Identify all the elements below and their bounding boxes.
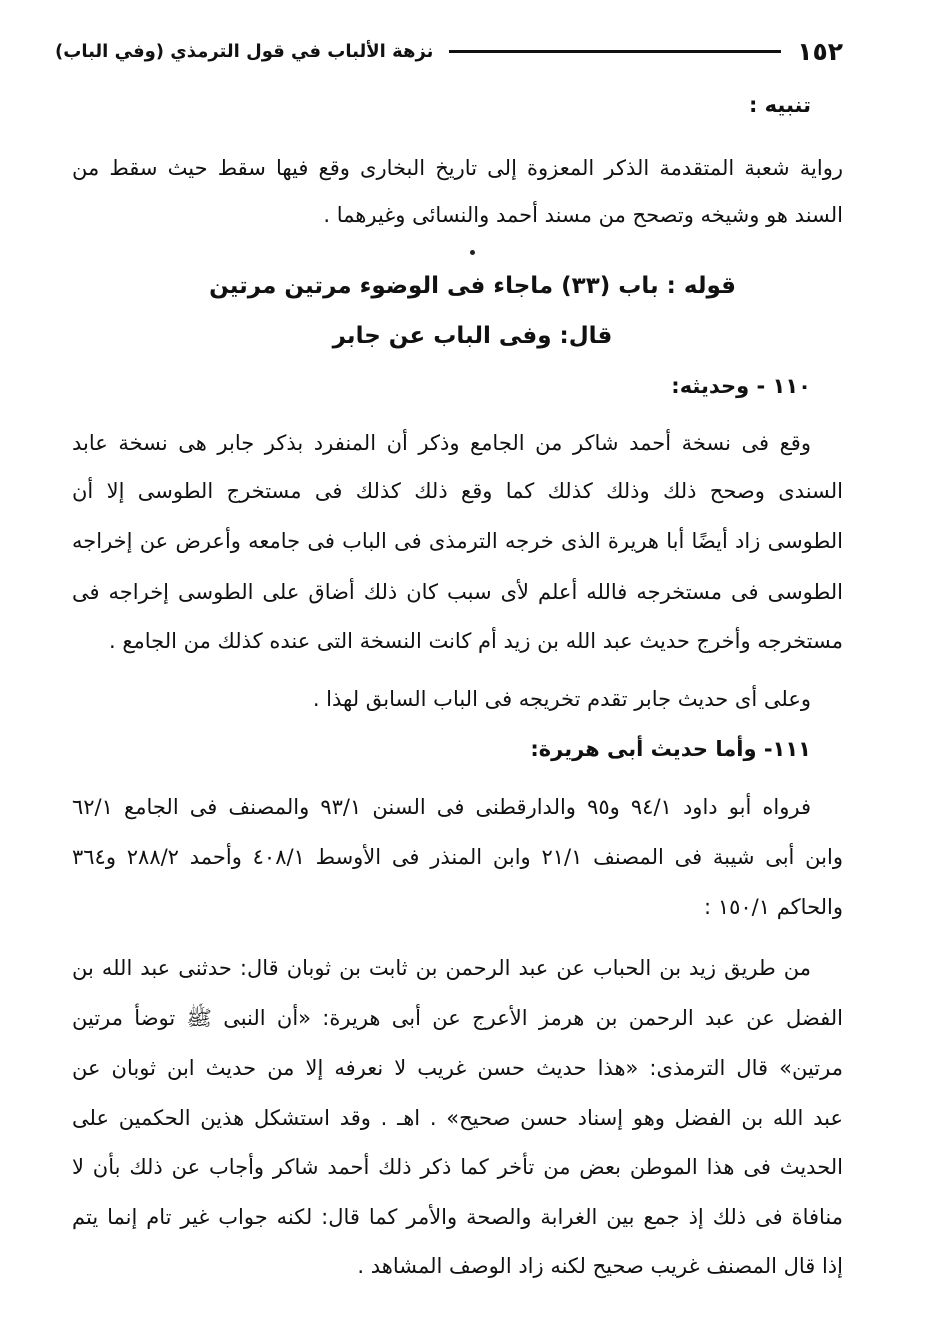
chapter-title: قوله : باب (٣٣) ماجاء فى الوضوء مرتين مرتين: [209, 273, 736, 299]
citation-line: وابن أبى شيبة فى المصنف ٢١/١ وابن المنذر فى الأوسط ٤٠٨/١ وأحمد ٢٨٨/٢ و٣٦٤: [72, 845, 843, 869]
running-header-title: نزهة الألباب في قول الترمذي (وفي الباب): [55, 40, 434, 62]
citation-line: فرواه أبو داود ٩٤/١ و٩٥ والدارقطنى فى السنن ٩٣/١ والمصنف فى الجامع ٦٢/١: [72, 795, 811, 819]
paragraph-line: وقع فى نسخة أحمد شاكر من الجامع وذكر أن المنفرد بذكر جابر هى نسخة عابد: [72, 431, 811, 455]
note-line: السند هو وشيخه وتصحح من مسند أحمد والنسائى وغيرهما .: [323, 203, 843, 227]
header-rule: [449, 50, 781, 53]
section-111-label: ١١١- وأما حديث أبى هريرة:: [530, 737, 811, 761]
citation-line: والحاكم ١٥٠/١ :: [704, 895, 843, 919]
paragraph-line: إذا قال المصنف غريب صحيح لكنه زاد الوصف المشاهد .: [357, 1254, 843, 1278]
running-header: [55, 34, 843, 68]
paragraph-line: الفضل عن عبد الرحمن بن هرمز الأعرج عن أبى هريرة: «أن النبى ﷺ توضأ مرتين: [72, 1006, 843, 1030]
note-line: رواية شعبة المتقدمة الذكر المعزوة إلى تاريخ البخارى وقع فيها سقط حيث سقط من: [72, 156, 843, 180]
chapter-subtitle: قال: وفى الباب عن جابر: [332, 323, 613, 349]
note-label: تنبيه :: [748, 93, 811, 117]
paragraph-line: الطوسى زاد أيضًا أبا هريرة الذى خرجه الترمذى فى الباب فى جامعه وأعرض عن إخراجه: [72, 529, 843, 553]
paragraph-line: الطوسى فى مستخرجه فالله أعلم لأى سبب كان ذلك أضاق على الطوسى إخراجه فى: [72, 580, 843, 604]
paragraph-line: الحديث فى هذا الموطن بعض من تأخر كما ذكر ذلك أحمد شاكر وأجاب عن ذلك بأن لا: [72, 1155, 843, 1179]
paragraph-line: من طريق زيد بن الحباب عن عبد الرحمن بن ثابت بن ثوبان قال: حدثنى عبد الله بن: [72, 956, 811, 980]
paragraph-line: السندى وصحح ذلك وذلك كذلك كما وقع ذلك كذلك فى مستخرج الطوسى إلا أن: [72, 479, 843, 503]
ornament-dot: [470, 250, 475, 255]
paragraph-line: منافاة فى ذلك إذ جمع بين الغرابة والصحة والأمر كما قال: لكنه جواب غير تام إنما يتم: [72, 1205, 843, 1229]
paragraph-line: مستخرجه وأخرج حديث عبد الله بن زيد أم كانت النسخة التى عنده كذلك من الجامع .: [109, 629, 843, 653]
page-number: ١٥٢: [797, 36, 843, 66]
paragraph-line: وعلى أى حديث جابر تقدم تخريجه فى الباب السابق لهذا .: [312, 687, 811, 711]
section-110-label: ١١٠ - وحديثه:: [671, 374, 811, 398]
paragraph-line: عبد الله بن الفضل وهو إسناد حسن صحيح» . اهـ . وقد استشكل هذين الحكمين على: [72, 1106, 843, 1130]
paragraph-line: مرتين» قال الترمذى: «هذا حديث حسن غريب لا نعرفه إلا من حديث ابن ثوبان عن: [72, 1056, 843, 1080]
